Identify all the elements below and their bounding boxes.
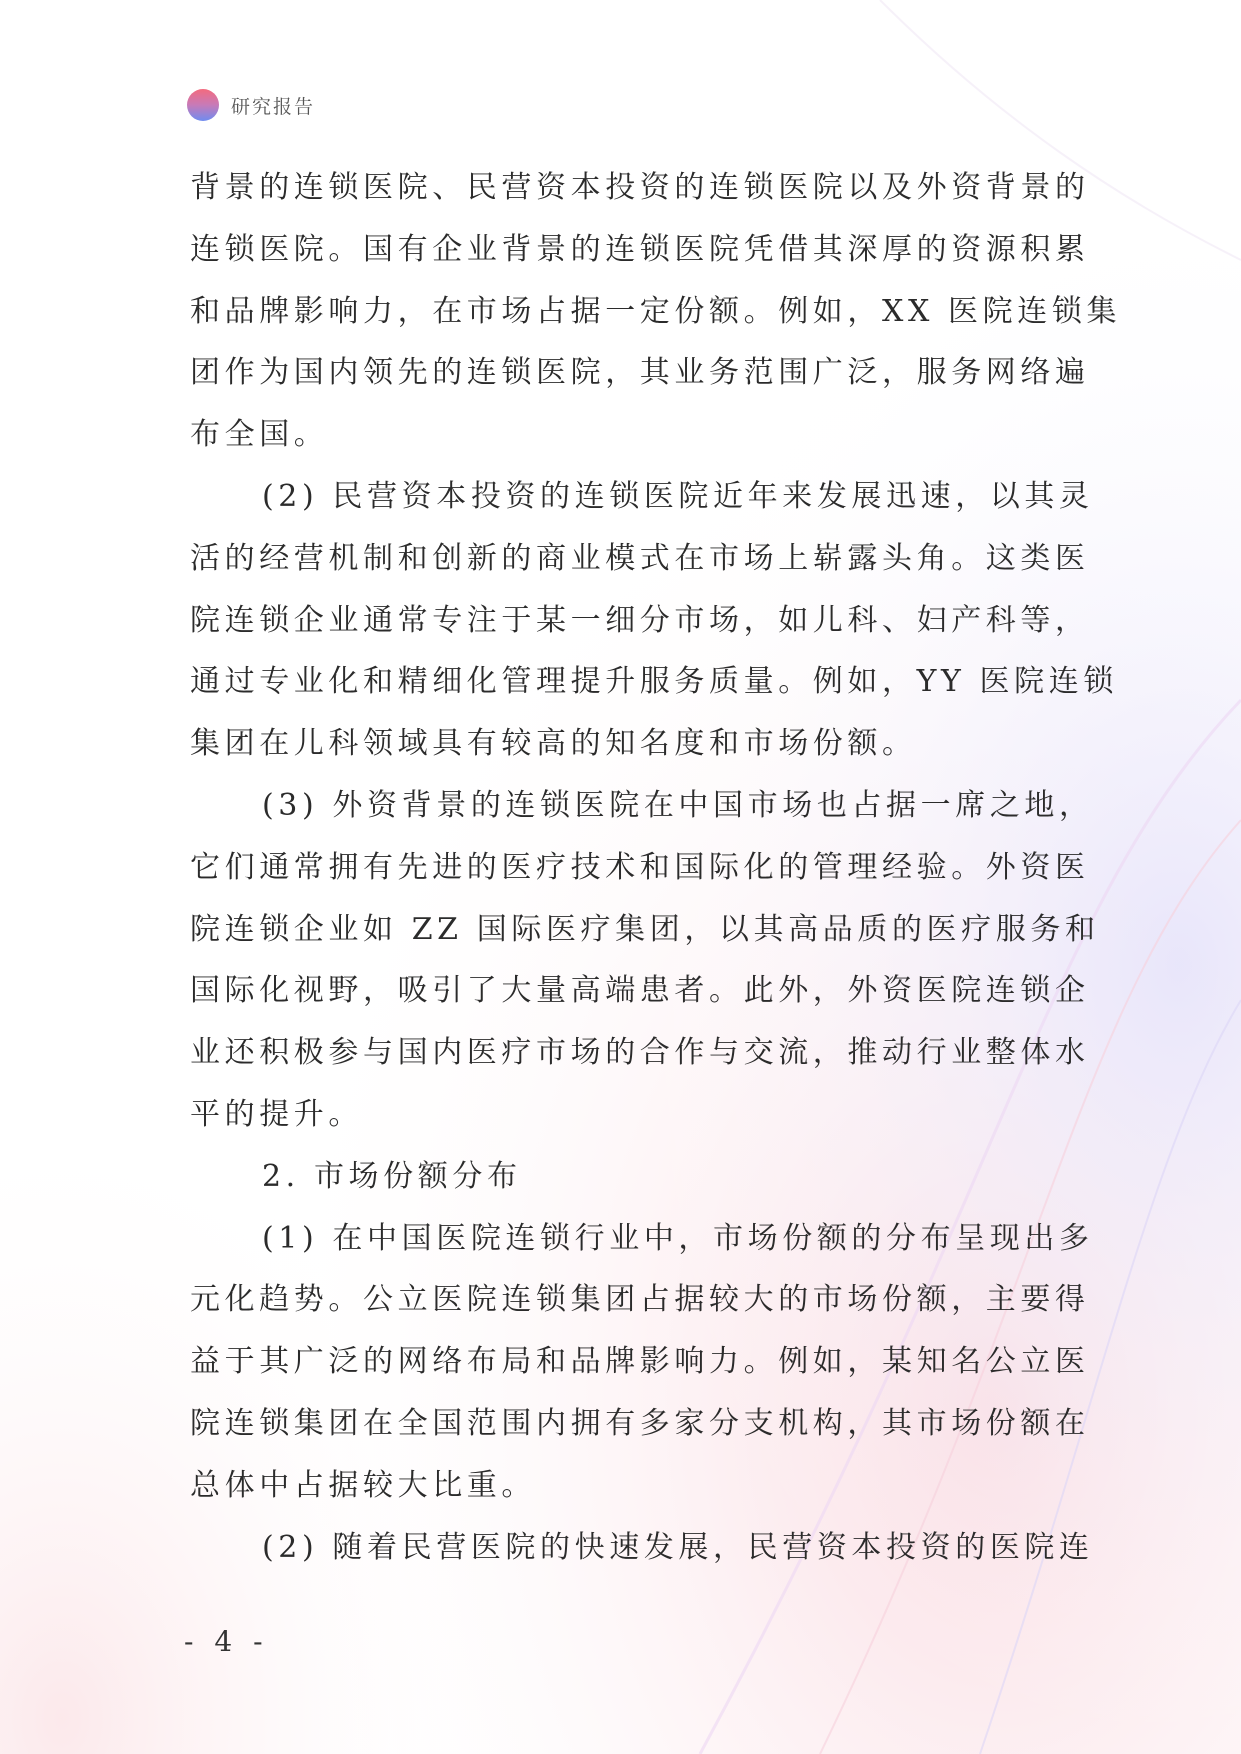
- text-line: 连锁医院。国有企业背景的连锁医院凭借其深厚的资源积累: [190, 231, 1090, 267]
- text-line: 元化趋势。公立医院连锁集团占据较大的市场份额，主要得: [190, 1282, 1090, 1318]
- text-line: (1) 在中国医院连锁行业中，市场份额的分布呈现出多: [262, 1220, 1094, 1256]
- text-line: 平的提升。: [190, 1096, 363, 1132]
- text-line: 益于其广泛的网络布局和品牌影响力。例如，某知名公立医: [190, 1344, 1090, 1380]
- text-line: 国际化视野，吸引了大量高端患者。此外，外资医院连锁企: [190, 973, 1090, 1009]
- text-line: 布全国。: [190, 417, 329, 453]
- text-line: (2) 随着民营医院的快速发展，民营资本投资的医院连: [262, 1529, 1094, 1565]
- text-line: 背景的连锁医院、民营资本投资的连锁医院以及外资背景的: [190, 170, 1090, 205]
- text-line: 院连锁企业如 ZZ 国际医疗集团，以其高品质的医疗服务和: [190, 911, 1100, 947]
- logo-circle-icon: [187, 89, 219, 121]
- header-title: 研究报告: [231, 95, 316, 118]
- text-line: 通过专业化和精细化管理提升服务质量。例如，YY 医院连锁: [190, 664, 1118, 700]
- text-line: 2. 市场份额分布: [262, 1158, 522, 1194]
- text-line: 业还积极参与国内医疗市场的合作与交流，推动行业整体水: [190, 1035, 1090, 1071]
- page-number: - 4 -: [184, 1625, 269, 1658]
- text-line: 团作为国内领先的连锁医院，其业务范围广泛，服务网络遍: [190, 355, 1090, 391]
- text-line: 院连锁集团在全国范围内拥有多家分支机构，其市场份额在: [190, 1405, 1090, 1441]
- body-text: [190, 157, 1122, 1578]
- text-line: 院连锁企业通常专注于某一细分市场，如儿科、妇产科等，: [190, 602, 1090, 638]
- text-line: (2) 民营资本投资的连锁医院近年来发展迅速，以其灵: [262, 478, 1094, 514]
- text-line: 它们通常拥有先进的医疗技术和国际化的管理经验。外资医: [190, 849, 1090, 885]
- text-line: 和品牌影响力，在市场占据一定份额。例如，XX 医院连锁集: [190, 293, 1122, 329]
- text-line: 集团在儿科领域具有较高的知名度和市场份额。: [190, 726, 917, 762]
- text-line: 总体中占据较大比重。: [190, 1467, 536, 1503]
- page-header: [187, 88, 315, 122]
- text-line: 活的经营机制和创新的商业模式在市场上崭露头角。这类医: [190, 540, 1090, 576]
- text-line: (3) 外资背景的连锁医院在中国市场也占据一席之地，: [262, 787, 1094, 823]
